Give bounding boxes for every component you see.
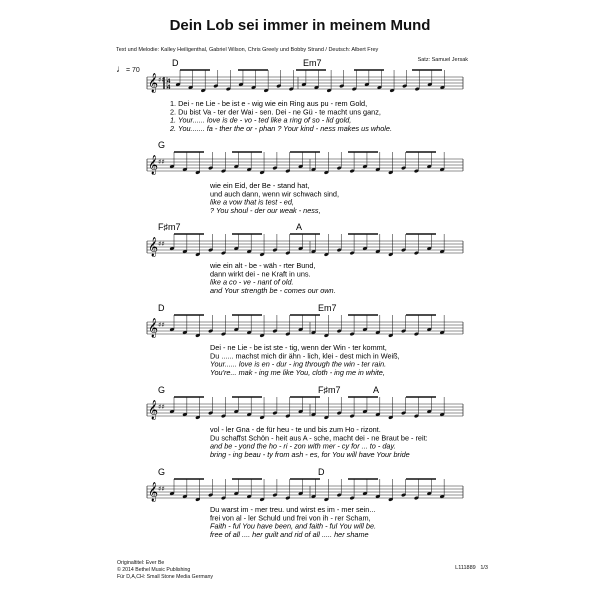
treble-clef-icon: 𝄞 [148,155,159,175]
chord-symbol: D [318,467,325,477]
tempo-value: = 70 [126,67,140,74]
lyric-line: Your...... love is en - dur - ing through the win - ter rain. [210,359,387,369]
lyric-line: like a co - ve - nant of old. [210,277,294,287]
chord-symbol: A [296,222,303,232]
staff-system [147,222,463,295]
lyric-line: 2. You....... fa - ther the or - phan ? Your kind - ness makes us whole. [170,123,393,133]
chord-symbol: Em7 [318,303,337,313]
treble-clef-icon: 𝄞 [148,400,159,420]
catalog-code: L111889 [455,565,476,571]
publisher-line: Für D,A,CH: Small Stone Media Germany [117,574,213,580]
staff-system [147,58,463,133]
lyric-line: 2. Du bist Va - ter der Wai - sen. Dei - ne Gü - te macht uns ganz, [170,107,381,117]
lyric-line: Faith - ful You have been, and faith - ful You will be. [210,521,377,531]
lyric-line: Du schaffst Schön - heit aus A - sche, macht dei - ne Braut be - reit: [210,433,428,443]
chord-symbol: Em7 [303,58,322,68]
treble-clef-icon: 𝄞 [148,482,159,502]
credits-arrangement: Satz: Samuel Jersak [417,57,468,63]
song-title: Dein Lob sei immer in meinem Mund [169,17,431,34]
lyric-line: ? You shoul - der our weak - ness, [210,205,321,215]
time-signature-icon: 4 [167,85,171,91]
staff-system [147,467,463,539]
lyric-line: 1. Your...... love is de - vo - ted like a ring of so - lid gold, [170,115,352,125]
lyric-line: 1. Dei - ne Lie - be ist e - wig wie ein Ring aus pu - rem Gold, [170,99,368,108]
lyric-line: and Your strength be - comes our own. [210,285,336,295]
lyric-line: Dei - ne Lie - be ist ste - tig, wenn der Win - ter kommt, [210,343,387,352]
chord-symbol: F♯m7 [158,222,181,232]
chord-symbol: G [158,140,166,150]
copyright-line: © 2014 Bethel Music Publishing [117,567,191,573]
lyric-line: and be - yond the ho - ri - zon with mer - cy for ... to - day. [210,441,396,451]
lyric-line: You're... mak - ing me like You, cloth - ing me in white, [210,367,385,377]
quarter-note-icon: ♩ [116,64,126,75]
treble-clef-icon: 𝄞 [148,237,159,257]
credits-text-melody: Text und Melodie: Kalley Heiligenthal, Gabriel Wilson, Chris Greely und Bobby Strand / Deutsch: Albert Frey [116,47,379,53]
lyric-line: dann wirkt dei - ne Kraft in uns. [210,269,311,279]
lyric-line: like a vow that is test - ed, [210,197,294,207]
key-signature-icon: ♯♯ [158,403,165,411]
footer-copyright [117,560,213,581]
lyric-line: vol - ler Gna - de für heu - te und bis zum Ho - rizont. [210,425,381,434]
lyric-line: Du ...... machst mich dir ähn - lich, klei - dest mich in Weiß, [210,351,400,361]
chord-symbol: F♯m7 [318,385,341,395]
chord-symbol: A [373,385,380,395]
key-signature-icon: ♯♯ [158,485,165,493]
treble-clef-icon: 𝄞 [148,73,159,93]
lyric-line: bring - ing beau - ty from ash - es, for You will have Your bride [210,449,410,459]
staff-system [147,140,463,215]
key-signature-icon: ♯♯ [158,76,165,84]
lyric-line: wie ein alt - be - wäh - rter Bund, [210,261,316,270]
lyric-line: und auch dann, wenn wir schwach sind, [210,189,339,199]
key-signature-icon: ♯♯ [158,158,165,166]
key-signature-icon: ♯♯ [158,321,165,329]
chord-symbol: D [172,58,179,68]
time-signature-icon: 4 [167,79,171,85]
chord-symbol: D [158,303,165,313]
page-number: 1/3 [480,565,488,571]
staff-system [147,303,463,377]
chord-symbol: G [158,467,166,477]
lyric-line: frei von al - ler Schuld und frei von ih - rer Scham, [210,513,371,523]
lyric-line: Du warst im - mer treu. und wirst es im - mer sein... [210,505,376,514]
lyric-line: wie ein Eid, der Be - stand hat, [210,181,310,190]
treble-clef-icon: 𝄞 [148,318,159,338]
chord-symbol: G [158,385,166,395]
lyric-line: free of all .... her guilt and rid of all ..... her shame [210,529,369,539]
footer-page-info [455,565,488,571]
key-signature-icon: ♯♯ [158,240,165,248]
original-title: Originaltitel: Ever Be [117,560,165,566]
staff-system [147,385,463,459]
